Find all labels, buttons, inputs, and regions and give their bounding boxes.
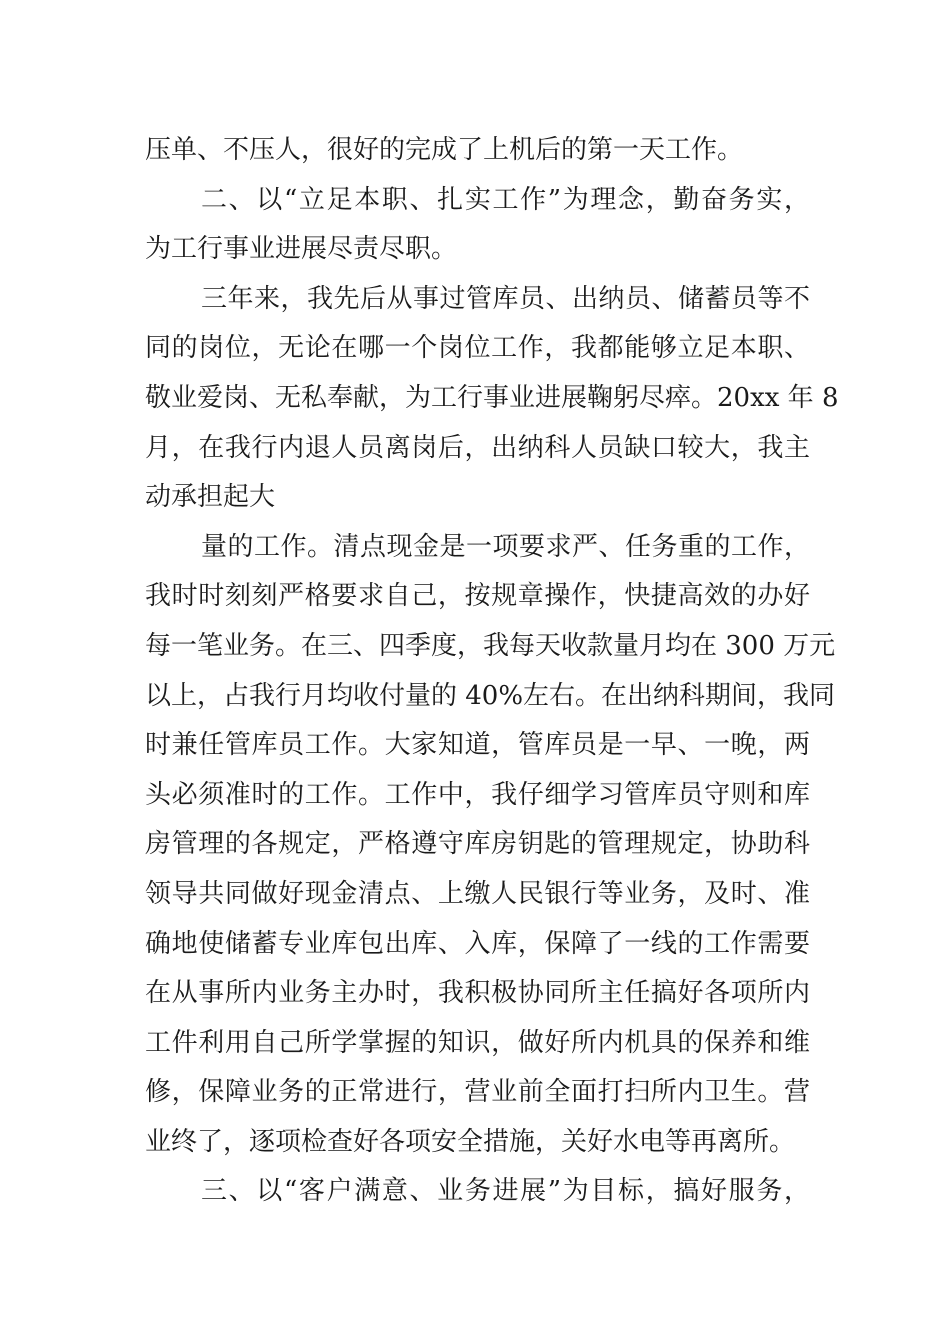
text-line: 量的工作。清点现金是一项要求严、任务重的工作， <box>201 531 810 562</box>
document-body <box>145 126 839 1217</box>
text-line: 以上，占我行月均收付量的 40%左右。在出纳科期间，我同 <box>145 680 836 711</box>
text-line: 动承担起大 <box>145 482 276 513</box>
text-line: 我时时刻刻严格要求自己，按规章操作，快捷高效的办好 <box>145 581 810 612</box>
text-line: 三年来，我先后从事过管库员、出纳员、储蓄员等不 <box>201 283 810 314</box>
text-line: 二、以“立足本职、扎实工作”为理念，勤奋务实， <box>201 184 810 215</box>
text-line: 时兼任管库员工作。大家知道，管库员是一早、一晚，两 <box>145 730 810 761</box>
text-line: 每一笔业务。在三、四季度，我每天收款量月均在 300 万元 <box>145 630 836 661</box>
text-line: 敬业爱岗、无私奉献，为工行事业进展鞠躬尽瘁。20xx 年 8 <box>145 382 839 413</box>
text-line: 压单、不压人，很好的完成了上机后的第一天工作。 <box>145 135 744 165</box>
text-line: 在从事所内业务主办时，我积极协同所主任搞好各项所内 <box>145 978 810 1009</box>
text-line: 同的岗位，无论在哪一个岗位工作，我都能够立足本职、 <box>145 333 810 364</box>
text-line: 修，保障业务的正常进行，营业前全面打扫所内卫生。营 <box>145 1077 810 1108</box>
text-line: 工件利用自己所学掌握的知识，做好所内机具的保养和维 <box>145 1027 810 1058</box>
text-line: 确地使储蓄专业库包出库、入库，保障了一线的工作需要 <box>145 928 810 959</box>
text-line: 三、以“客户满意、业务进展”为目标，搞好服务， <box>201 1176 810 1207</box>
text-line: 房管理的各规定，严格遵守库房钥匙的管理规定，协助科 <box>145 829 810 860</box>
text-line: 月，在我行内退人员离岗后，出纳科人员缺口较大，我主 <box>145 432 810 463</box>
text-line: 为工行事业进展尽责尽职。 <box>145 234 458 265</box>
text-line: 头必须准时的工作。工作中，我仔细学习管库员守则和库 <box>145 779 810 810</box>
text-line: 领导共同做好现金清点、上缴人民银行等业务，及时、准 <box>145 878 810 909</box>
text-line: 业终了，逐项检查好各项安全措施，关好水电等再离所。 <box>145 1126 796 1157</box>
